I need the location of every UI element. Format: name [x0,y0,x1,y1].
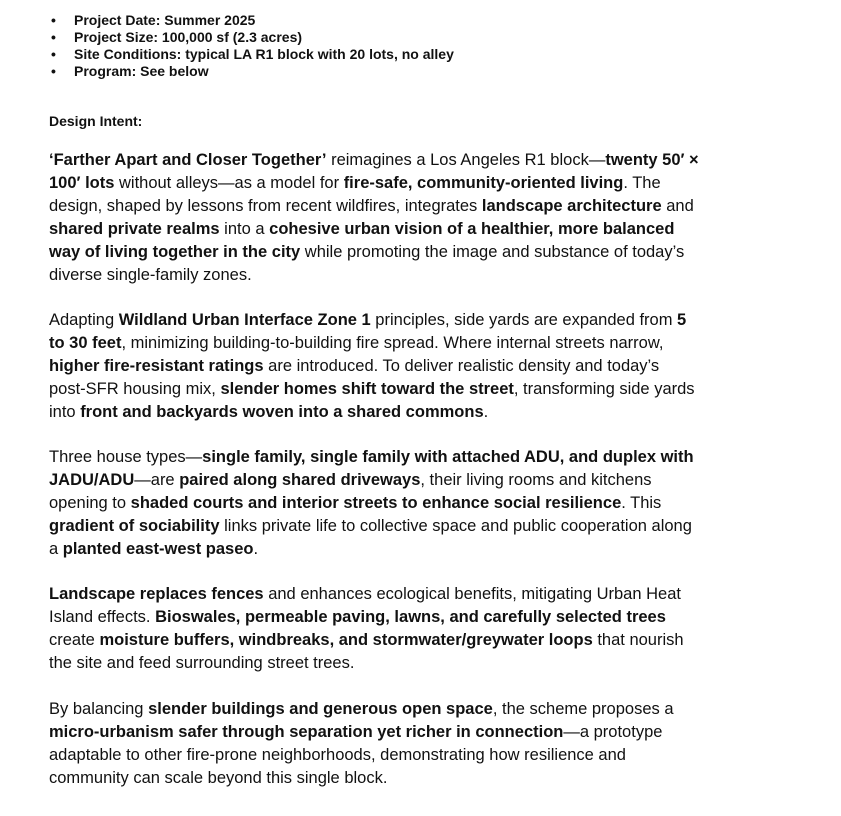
text-line [49,446,809,469]
text-run: reimagines a Los Angeles R1 block— [326,151,606,169]
bold-text-run: paired along shared driveways [179,471,421,489]
text-run: into a [219,220,270,238]
text-run: and [661,197,694,215]
bold-text-run: front and backyards woven into a shared commons [80,403,484,421]
text-run: . [253,540,259,558]
text-line [49,652,809,675]
project-info-list [49,12,454,80]
text-line [49,469,809,492]
text-line [49,195,809,218]
bold-text-run: JADU/ADU [49,471,135,489]
project-date: Project Date: Summer 2025 [74,12,256,28]
text-run: links private life to collective space and public cooperation along [219,517,692,535]
bold-text-run: higher fire-resistant ratings [49,357,264,375]
bold-text-run: 5 [677,311,687,329]
bold-text-run: cohesive urban vision of a healthier, more balanced [269,220,675,238]
text-run: the site and feed surrounding street trees. [49,654,355,672]
paragraph-conclusion [49,698,809,790]
site-conditions: Site Conditions: typical LA R1 block with 20 lots, no alley [74,46,454,62]
text-line [49,332,809,355]
text-line [49,583,809,606]
bold-text-run: planted east-west paseo [62,540,254,558]
text-run: are introduced. To deliver realistic density and today’s [263,357,660,375]
text-run: . This [621,494,662,512]
text-run: and enhances ecological benefits, mitigating Urban Heat [263,585,681,603]
bold-text-run: fire-safe, community-oriented living [343,174,624,192]
bullet-marker: • [51,46,56,62]
text-line [49,767,809,790]
text-run: By balancing [49,700,149,718]
text-line [49,309,809,332]
text-line [49,492,809,515]
bold-text-run: landscape architecture [481,197,662,215]
bold-text-run: single family, single family with attached ADU, and duplex with [202,448,694,466]
text-line [49,515,809,538]
text-run: , minimizing building-to-building fire spread. Where internal streets narrow, [121,334,664,352]
paragraph-wildland [49,309,809,424]
text-run: diverse single-family zones. [49,266,252,284]
paragraph-house-types [49,446,809,561]
text-run: without alleys—as a model for [114,174,344,192]
text-line [49,698,809,721]
text-run: , transforming side yards [513,380,695,398]
text-run: —are [134,471,180,489]
text-run: community can scale beyond this single block. [49,769,388,787]
bold-text-run: ‘Farther Apart and Closer Together’ [49,151,327,169]
text-run: adaptable to other fire-prone neighborhoods, demonstrating how resilience and [49,746,626,764]
text-run: —a prototype [563,723,663,741]
project-info-item [49,12,454,29]
text-run: , their living rooms and kitchens [420,471,652,489]
text-run: opening to [49,494,131,512]
bold-text-run: 100′ lots [49,174,115,192]
text-line [49,744,809,767]
text-line [49,355,809,378]
bold-text-run: micro-urbanism safer through separation yet richer in connection [49,723,564,741]
text-run: that nourish [592,631,684,649]
bold-text-run: to 30 feet [49,334,122,352]
text-run: , the scheme proposes a [492,700,674,718]
text-run: a [49,540,63,558]
bold-text-run: Bioswales, permeable paving, lawns, and carefully selected trees [155,608,666,626]
text-run: design, shaped by lessons from recent wildfires, integrates [49,197,482,215]
bold-text-run: shared private realms [49,220,220,238]
text-line [49,264,809,287]
text-line [49,378,809,401]
text-run: into [49,403,81,421]
design-intent-heading: Design Intent: [49,113,143,129]
bullet-marker: • [51,29,56,45]
text-line [49,401,809,424]
text-line [49,241,809,264]
text-run: Three house types— [49,448,203,466]
text-line [49,149,809,172]
bold-text-run: Landscape replaces fences [49,585,264,603]
paragraph-landscape [49,583,809,675]
bold-text-run: way of living together in the city [49,243,301,261]
text-run: Island effects. [49,608,156,626]
project-info-item [49,46,454,63]
project-info-item [49,63,454,80]
bold-text-run: gradient of sociability [49,517,220,535]
text-run: while promoting the image and substance of today’s [300,243,685,261]
bold-text-run: slender buildings and generous open space [148,700,493,718]
text-line [49,172,809,195]
text-run: Adapting [49,311,119,329]
text-line [49,218,809,241]
bold-text-run: twenty 50′ × [605,151,699,169]
bullet-marker: • [51,63,56,79]
text-run: . [483,403,489,421]
project-size: Project Size: 100,000 sf (2.3 acres) [74,29,303,45]
bold-text-run: moisture buffers, windbreaks, and stormwater/greywater loops [99,631,593,649]
bold-text-run: slender homes shift toward the street [220,380,514,398]
text-line [49,538,809,561]
text-line [49,721,809,744]
bullet-marker: • [51,12,56,28]
text-run: principles, side yards are expanded from [370,311,678,329]
text-run: post-SFR housing mix, [49,380,221,398]
text-run: . The [623,174,661,192]
text-run: create [49,631,100,649]
text-line [49,629,809,652]
bold-text-run: shaded courts and interior streets to enhance social resilience [130,494,622,512]
text-line [49,606,809,629]
program: Program: See below [74,63,209,79]
paragraph-intro [49,149,809,287]
bold-text-run: Wildland Urban Interface Zone 1 [118,311,371,329]
project-info-item [49,29,454,46]
